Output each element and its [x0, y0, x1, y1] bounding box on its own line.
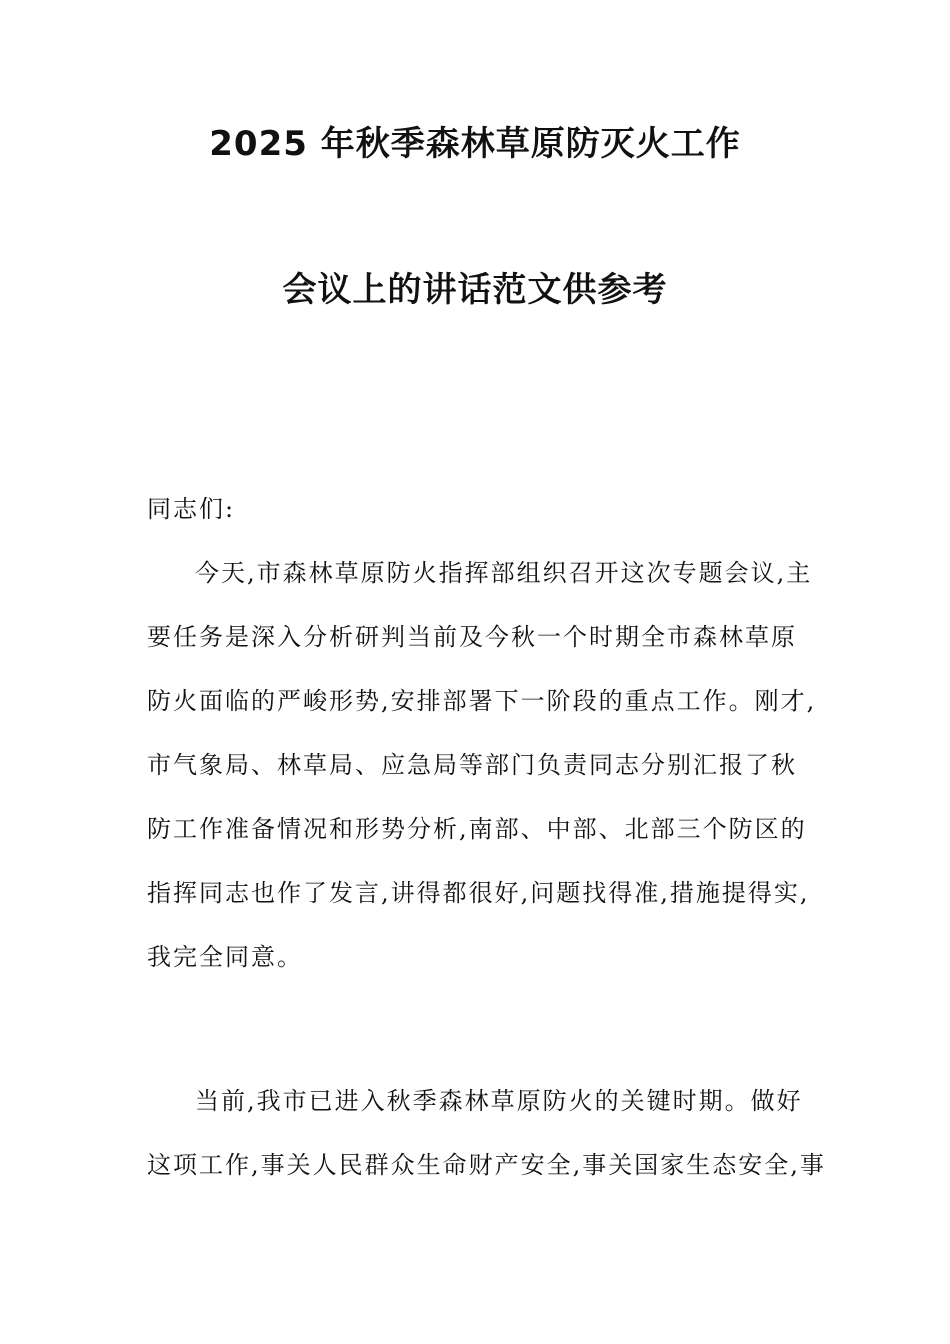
- paragraph-1-line: 防火面临的严峻形势,安排部署下一阶段的重点工作。刚才,: [147, 687, 817, 715]
- paragraph-2: [147, 1069, 826, 1197]
- paragraph-1-line: 指挥同志也作了发言,讲得都很好,问题找得准,措施提得实,: [147, 879, 810, 907]
- document-title-line-1: 2025 年秋季森林草原防灭火工作: [209, 124, 741, 164]
- paragraph-1-line: 今天,市森林草原防火指挥部组织召开这次专题会议,主: [195, 559, 813, 587]
- paragraph-1-line: 防工作准备情况和形势分析,南部、中部、北部三个防区的: [147, 815, 807, 843]
- paragraph-2-line: 当前,我市已进入秋季森林草原防火的关键时期。做好: [195, 1087, 803, 1115]
- paragraph-1-line: 我完全同意。: [147, 943, 303, 971]
- paragraph-1: [147, 541, 817, 989]
- greeting: 同志们:: [147, 495, 236, 523]
- paragraph-1-line: 市气象局、林草局、应急局等部门负责同志分别汇报了秋: [147, 751, 797, 779]
- paragraph-1-line: 要任务是深入分析研判当前及今秋一个时期全市森林草原: [147, 623, 797, 651]
- paragraph-2-line: 这项工作,事关人民群众生命财产安全,事关国家生态安全,事: [147, 1151, 826, 1179]
- document-title-line-2: 会议上的讲话范文供参考: [282, 270, 668, 310]
